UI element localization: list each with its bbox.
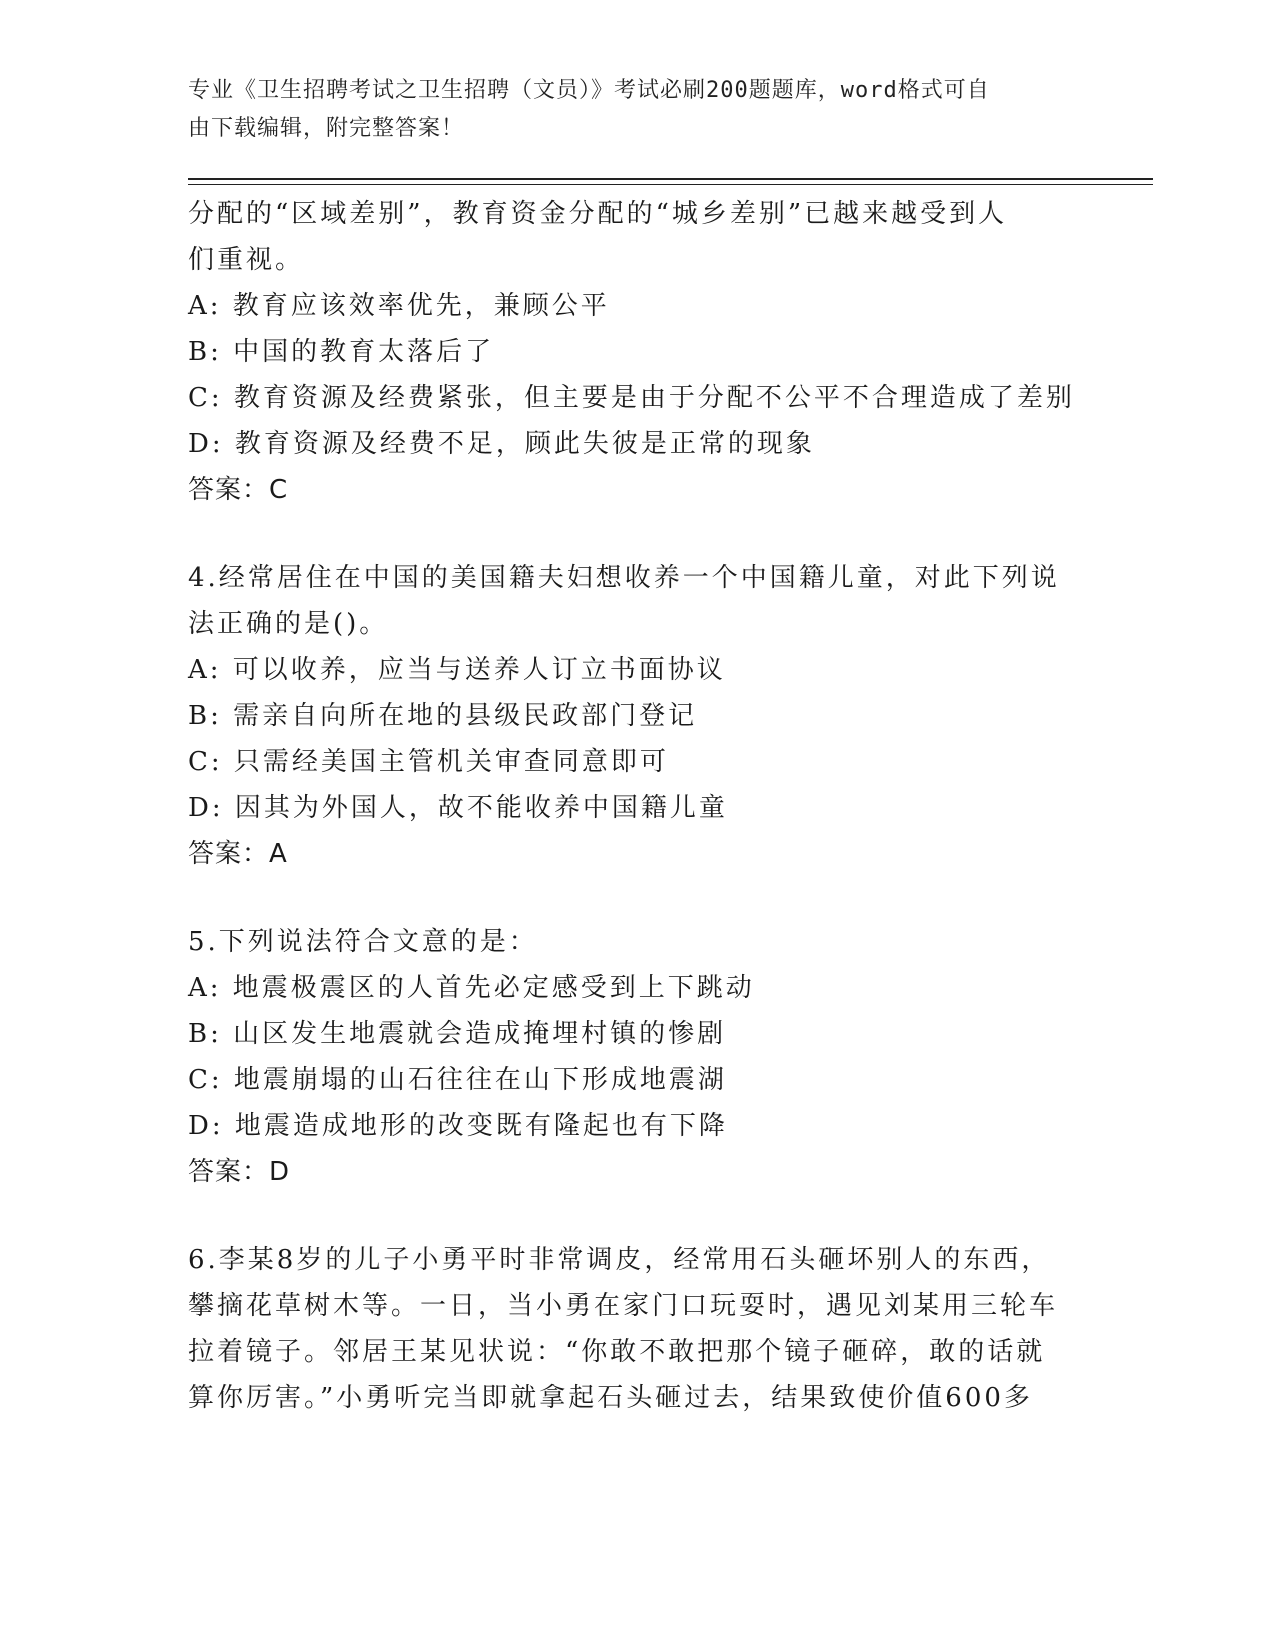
option-b: B: 需亲自向所在地的县级民政部门登记 [188,701,698,731]
option-c: C: 地震崩塌的山石往往在山下形成地震湖 [188,1065,727,1095]
question-text-line: 们重视。 [188,245,305,275]
answer-line: 答案：A [188,839,288,869]
question-list [188,191,1078,1421]
question-6 [188,1237,1078,1421]
question-text-line: 法正确的是()。 [188,609,389,639]
question-4 [188,555,1078,877]
question-text-line: 拉着镜子。邻居王某见状说：“你敢不敢把那个镜子砸碎，敢的话就 [188,1337,1046,1367]
option-a: A: 教育应该效率优先，兼顾公平 [188,291,610,321]
option-d: D: 教育资源及经费不足，顾此失彼是正常的现象 [188,429,815,459]
option-c: C: 教育资源及经费紧张，但主要是由于分配不公平不合理造成了差别 [188,383,1075,413]
option-b: B: 中国的教育太落后了 [188,337,495,367]
answer-line: 答案：D [188,1157,291,1187]
header-divider-thin [188,184,1153,185]
answer-line: 答案：C [188,475,289,505]
option-c: C: 只需经美国主管机关审查同意即可 [188,747,669,777]
option-d: D: 地震造成地形的改变既有隆起也有下降 [188,1111,728,1141]
spacer [188,1195,1078,1237]
question-5 [188,919,1078,1195]
spacer [188,877,1078,919]
spacer [188,513,1078,555]
header-line-2: 由下载编辑，附完整答案！ [188,116,465,141]
header-divider-thick [188,178,1153,180]
question-text-line: 5.下列说法符合文意的是： [188,927,538,957]
question-3-continued [188,191,1078,513]
question-text-line: 算你厉害。”小勇听完当即就拿起石头砸过去，结果致使价值600多 [188,1383,1033,1413]
option-a: A: 可以收养，应当与送养人订立书面协议 [188,655,726,685]
question-text-line: 分配的“区域差别”，教育资金分配的“城乡差别”已越来越受到人 [188,199,1008,229]
option-b: B: 山区发生地震就会造成掩埋村镇的惨剧 [188,1019,727,1049]
question-text-line: 攀摘花草树木等。一日，当小勇在家门口玩耍时，遇见刘某用三轮车 [188,1291,1059,1321]
document-header [188,72,1068,148]
question-text-line: 4.经常居住在中国的美国籍夫妇想收养一个中国籍儿童，对此下列说 [188,563,1060,593]
option-a: A: 地震极震区的人首先必定感受到上下跳动 [188,973,755,1003]
header-line-1: 专业《卫生招聘考试之卫生招聘（文员）》考试必刷200题题库，word格式可自 [188,78,990,103]
question-text-line: 6.李某8岁的儿子小勇平时非常调皮，经常用石头砸坏别人的东西， [188,1245,1051,1275]
option-d: D: 因其为外国人，故不能收养中国籍儿童 [188,793,728,823]
